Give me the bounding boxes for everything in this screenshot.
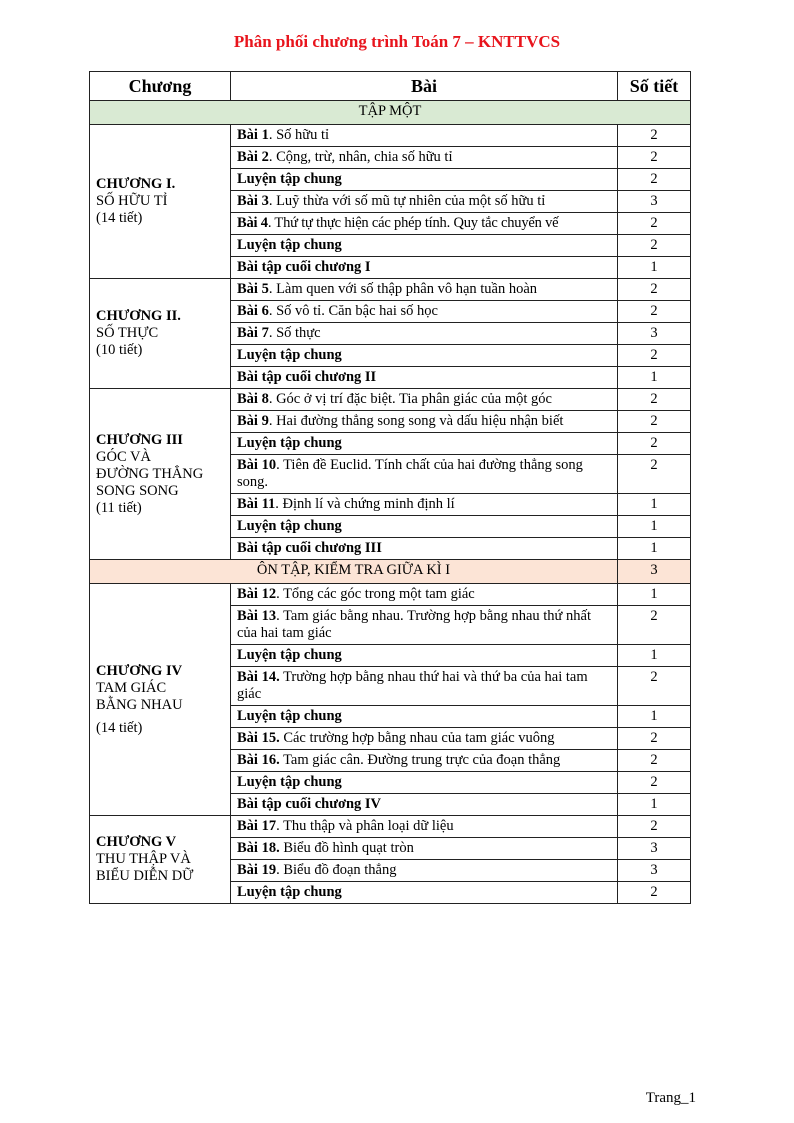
chapter-periods-note: (14 tiết) — [96, 719, 143, 736]
lesson-text: . Góc ở vị trí đặc biệt. Tia phân giác của một góc — [268, 391, 552, 407]
chapter-cell — [90, 125, 231, 279]
periods-cell: 2 — [618, 667, 691, 706]
lesson-label: Bài 16. — [237, 752, 280, 768]
lesson-text: . Tiên đề Euclid. Tính chất của hai đường thẳng song song. — [237, 457, 583, 490]
lesson-cell — [231, 816, 618, 838]
midterm-review-label: ÔN TẬP, KIỂM TRA GIỮA KÌ I — [90, 560, 618, 584]
chapter-title: SỐ THỰC — [96, 325, 159, 341]
lesson-cell — [231, 838, 618, 860]
chapter-name: CHƯƠNG III — [96, 431, 183, 448]
lesson-cell — [231, 606, 618, 645]
periods-cell: 1 — [618, 794, 691, 816]
periods-cell: 3 — [618, 860, 691, 882]
midterm-review-row — [90, 560, 691, 584]
lesson-label: Bài 8 — [237, 391, 269, 407]
lesson-text: . Định lí và chứng minh định lí — [275, 496, 455, 512]
header-chapter: Chương — [90, 72, 231, 101]
chapter-title: GÓC VÀ ĐƯỜNG THẲNG SONG SONG — [96, 448, 204, 499]
chapter-cell — [90, 816, 231, 904]
periods-cell: 2 — [618, 882, 691, 904]
chapter-name: CHƯƠNG IV — [96, 662, 183, 679]
periods-cell: 1 — [618, 367, 691, 389]
periods-cell: 2 — [618, 455, 691, 494]
lesson-text: Trường hợp bằng nhau thứ hai và thứ ba của hai tam giác — [237, 669, 588, 702]
lesson-text: . Thu thập và phân loại dữ liệu — [276, 818, 454, 834]
lesson-cell — [231, 750, 618, 772]
chapter-name: CHƯƠNG II. — [96, 308, 181, 324]
lesson-cell — [231, 494, 618, 516]
lesson-cell — [231, 667, 618, 706]
table-row — [90, 584, 691, 606]
chapter-name: CHƯƠNG V — [96, 834, 177, 850]
periods-cell: 1 — [618, 706, 691, 728]
lesson-label: Luyện tập chung — [237, 774, 342, 790]
lesson-label: Bài 18. — [237, 840, 280, 856]
lesson-label: Luyện tập chung — [237, 708, 342, 724]
lesson-label: Bài 2 — [237, 149, 269, 165]
lesson-cell — [231, 860, 618, 882]
lesson-label: Bài 13 — [237, 608, 277, 624]
periods-cell: 3 — [618, 838, 691, 860]
periods-cell: 1 — [618, 494, 691, 516]
section-label: TẬP MỘT — [90, 101, 691, 125]
chapter-title: TAM GIÁC BẰNG NHAU — [96, 679, 183, 713]
lesson-text: . Số hữu tỉ — [268, 127, 330, 143]
lesson-text: . Làm quen với số thập phân vô hạn tuần hoàn — [268, 281, 538, 297]
lesson-label: Luyện tập chung — [237, 347, 342, 363]
midterm-review-periods: 3 — [618, 560, 691, 584]
table-row — [90, 279, 691, 301]
chapter-title: THU THẬP VÀ BIỂU DIỄN DỮ — [96, 851, 194, 884]
periods-cell: 2 — [618, 301, 691, 323]
periods-cell: 2 — [618, 345, 691, 367]
document-title: Phân phối chương trình Toán 7 – KNTTVCS — [233, 32, 561, 51]
lesson-text: Tam giác cân. Đường trung trực của đoạn thẳng — [279, 752, 561, 768]
lesson-label: Bài 12 — [237, 586, 277, 602]
lesson-text: . Luỹ thừa với số mũ tự nhiên của một số hữu tỉ — [268, 193, 546, 209]
lesson-text: Biểu đồ hình quạt tròn — [279, 840, 414, 856]
periods-cell: 2 — [618, 433, 691, 455]
lesson-label: Bài 7 — [237, 325, 269, 341]
lesson-cell — [231, 772, 618, 794]
lesson-cell — [231, 367, 618, 389]
lesson-text: . Số thực — [268, 325, 321, 341]
lesson-cell — [231, 538, 618, 560]
lesson-cell — [231, 301, 618, 323]
lesson-cell — [231, 235, 618, 257]
periods-cell: 2 — [618, 213, 691, 235]
lesson-label: Luyện tập chung — [237, 647, 342, 663]
chapter-cell — [90, 279, 231, 389]
periods-cell: 2 — [618, 606, 691, 645]
periods-cell: 2 — [618, 816, 691, 838]
lesson-cell — [231, 882, 618, 904]
lesson-label: Bài tập cuối chương III — [237, 540, 382, 556]
lesson-cell — [231, 125, 618, 147]
lesson-label: Bài tập cuối chương I — [237, 259, 371, 275]
chapter-periods-note: (14 tiết) — [96, 210, 143, 226]
lesson-cell — [231, 279, 618, 301]
lesson-label: Bài 6 — [237, 303, 269, 319]
lesson-cell — [231, 411, 618, 433]
chapter-cell — [90, 389, 231, 560]
lesson-text: . Tổng các góc trong một tam giác — [276, 586, 475, 602]
lesson-label: Bài 10 — [237, 457, 277, 473]
chapter-title: SỐ HỮU TỈ — [96, 193, 168, 209]
lesson-cell — [231, 728, 618, 750]
lesson-text: . Hai đường thẳng song song và dấu hiệu nhận biết — [268, 413, 564, 429]
lesson-label: Luyện tập chung — [237, 171, 342, 187]
lesson-text: . Tam giác bằng nhau. Trường hợp bằng nhau thứ nhất của hai tam giác — [237, 608, 591, 641]
lesson-cell — [231, 794, 618, 816]
chapter-cell — [90, 584, 231, 816]
section-row — [90, 101, 691, 125]
lesson-cell — [231, 257, 618, 279]
lesson-label: Bài 1 — [237, 127, 269, 143]
lesson-cell — [231, 213, 618, 235]
lesson-label: Luyện tập chung — [237, 435, 342, 451]
lesson-cell — [231, 323, 618, 345]
lesson-label: Bài 17 — [237, 818, 277, 834]
lesson-label: Bài 4 — [237, 215, 268, 231]
chapter-periods-note: (10 tiết) — [96, 342, 143, 358]
periods-cell: 2 — [618, 147, 691, 169]
periods-cell: 3 — [618, 191, 691, 213]
lesson-text: . Thứ tự thực hiện các phép tính. Quy tắc chuyển vế — [267, 215, 559, 231]
periods-cell: 2 — [618, 169, 691, 191]
table-row — [90, 816, 691, 838]
periods-cell: 3 — [618, 323, 691, 345]
periods-cell: 1 — [618, 538, 691, 560]
periods-cell: 2 — [618, 772, 691, 794]
lesson-cell — [231, 191, 618, 213]
lesson-label: Luyện tập chung — [237, 884, 342, 900]
table-row — [90, 125, 691, 147]
lesson-label: Bài 14. — [237, 669, 280, 685]
lesson-cell — [231, 433, 618, 455]
periods-cell: 2 — [618, 125, 691, 147]
periods-cell: 2 — [618, 750, 691, 772]
lesson-text: . Số vô tỉ. Căn bậc hai số học — [268, 303, 438, 319]
periods-cell: 1 — [618, 584, 691, 606]
lesson-label: Bài 9 — [237, 413, 269, 429]
header-lesson: Bài — [231, 72, 618, 101]
lesson-cell — [231, 455, 618, 494]
periods-cell: 2 — [618, 728, 691, 750]
lesson-label: Bài 11 — [237, 496, 276, 512]
lesson-label: Bài tập cuối chương II — [237, 369, 377, 385]
lesson-text: . Biểu đồ đoạn thẳng — [276, 862, 397, 878]
lesson-cell — [231, 169, 618, 191]
header-periods: Số tiết — [618, 72, 691, 101]
curriculum-table — [89, 71, 691, 904]
table-header-row — [90, 72, 691, 101]
periods-cell: 1 — [618, 257, 691, 279]
periods-cell: 2 — [618, 411, 691, 433]
lesson-cell — [231, 345, 618, 367]
page-number: Trang_1 — [645, 1090, 696, 1106]
lesson-label: Bài 19 — [237, 862, 277, 878]
table-row — [90, 389, 691, 411]
lesson-cell — [231, 706, 618, 728]
periods-cell: 2 — [618, 279, 691, 301]
lesson-text: . Cộng, trừ, nhân, chia số hữu tỉ — [268, 149, 453, 165]
lesson-text: Các trường hợp bằng nhau của tam giác vuông — [279, 730, 555, 746]
lesson-label: Luyện tập chung — [237, 237, 342, 253]
lesson-cell — [231, 147, 618, 169]
lesson-cell — [231, 516, 618, 538]
lesson-label: Luyện tập chung — [237, 518, 342, 534]
periods-cell: 1 — [618, 645, 691, 667]
lesson-cell — [231, 584, 618, 606]
chapter-name: CHƯƠNG I. — [96, 176, 176, 192]
lesson-cell — [231, 389, 618, 411]
chapter-periods-note: (11 tiết) — [96, 499, 142, 516]
lesson-label: Bài 3 — [237, 193, 269, 209]
lesson-label: Bài 15. — [237, 730, 280, 746]
lesson-cell — [231, 645, 618, 667]
lesson-label: Bài 5 — [237, 281, 269, 297]
periods-cell: 2 — [618, 389, 691, 411]
lesson-label: Bài tập cuối chương IV — [237, 796, 382, 812]
periods-cell: 2 — [618, 235, 691, 257]
periods-cell: 1 — [618, 516, 691, 538]
